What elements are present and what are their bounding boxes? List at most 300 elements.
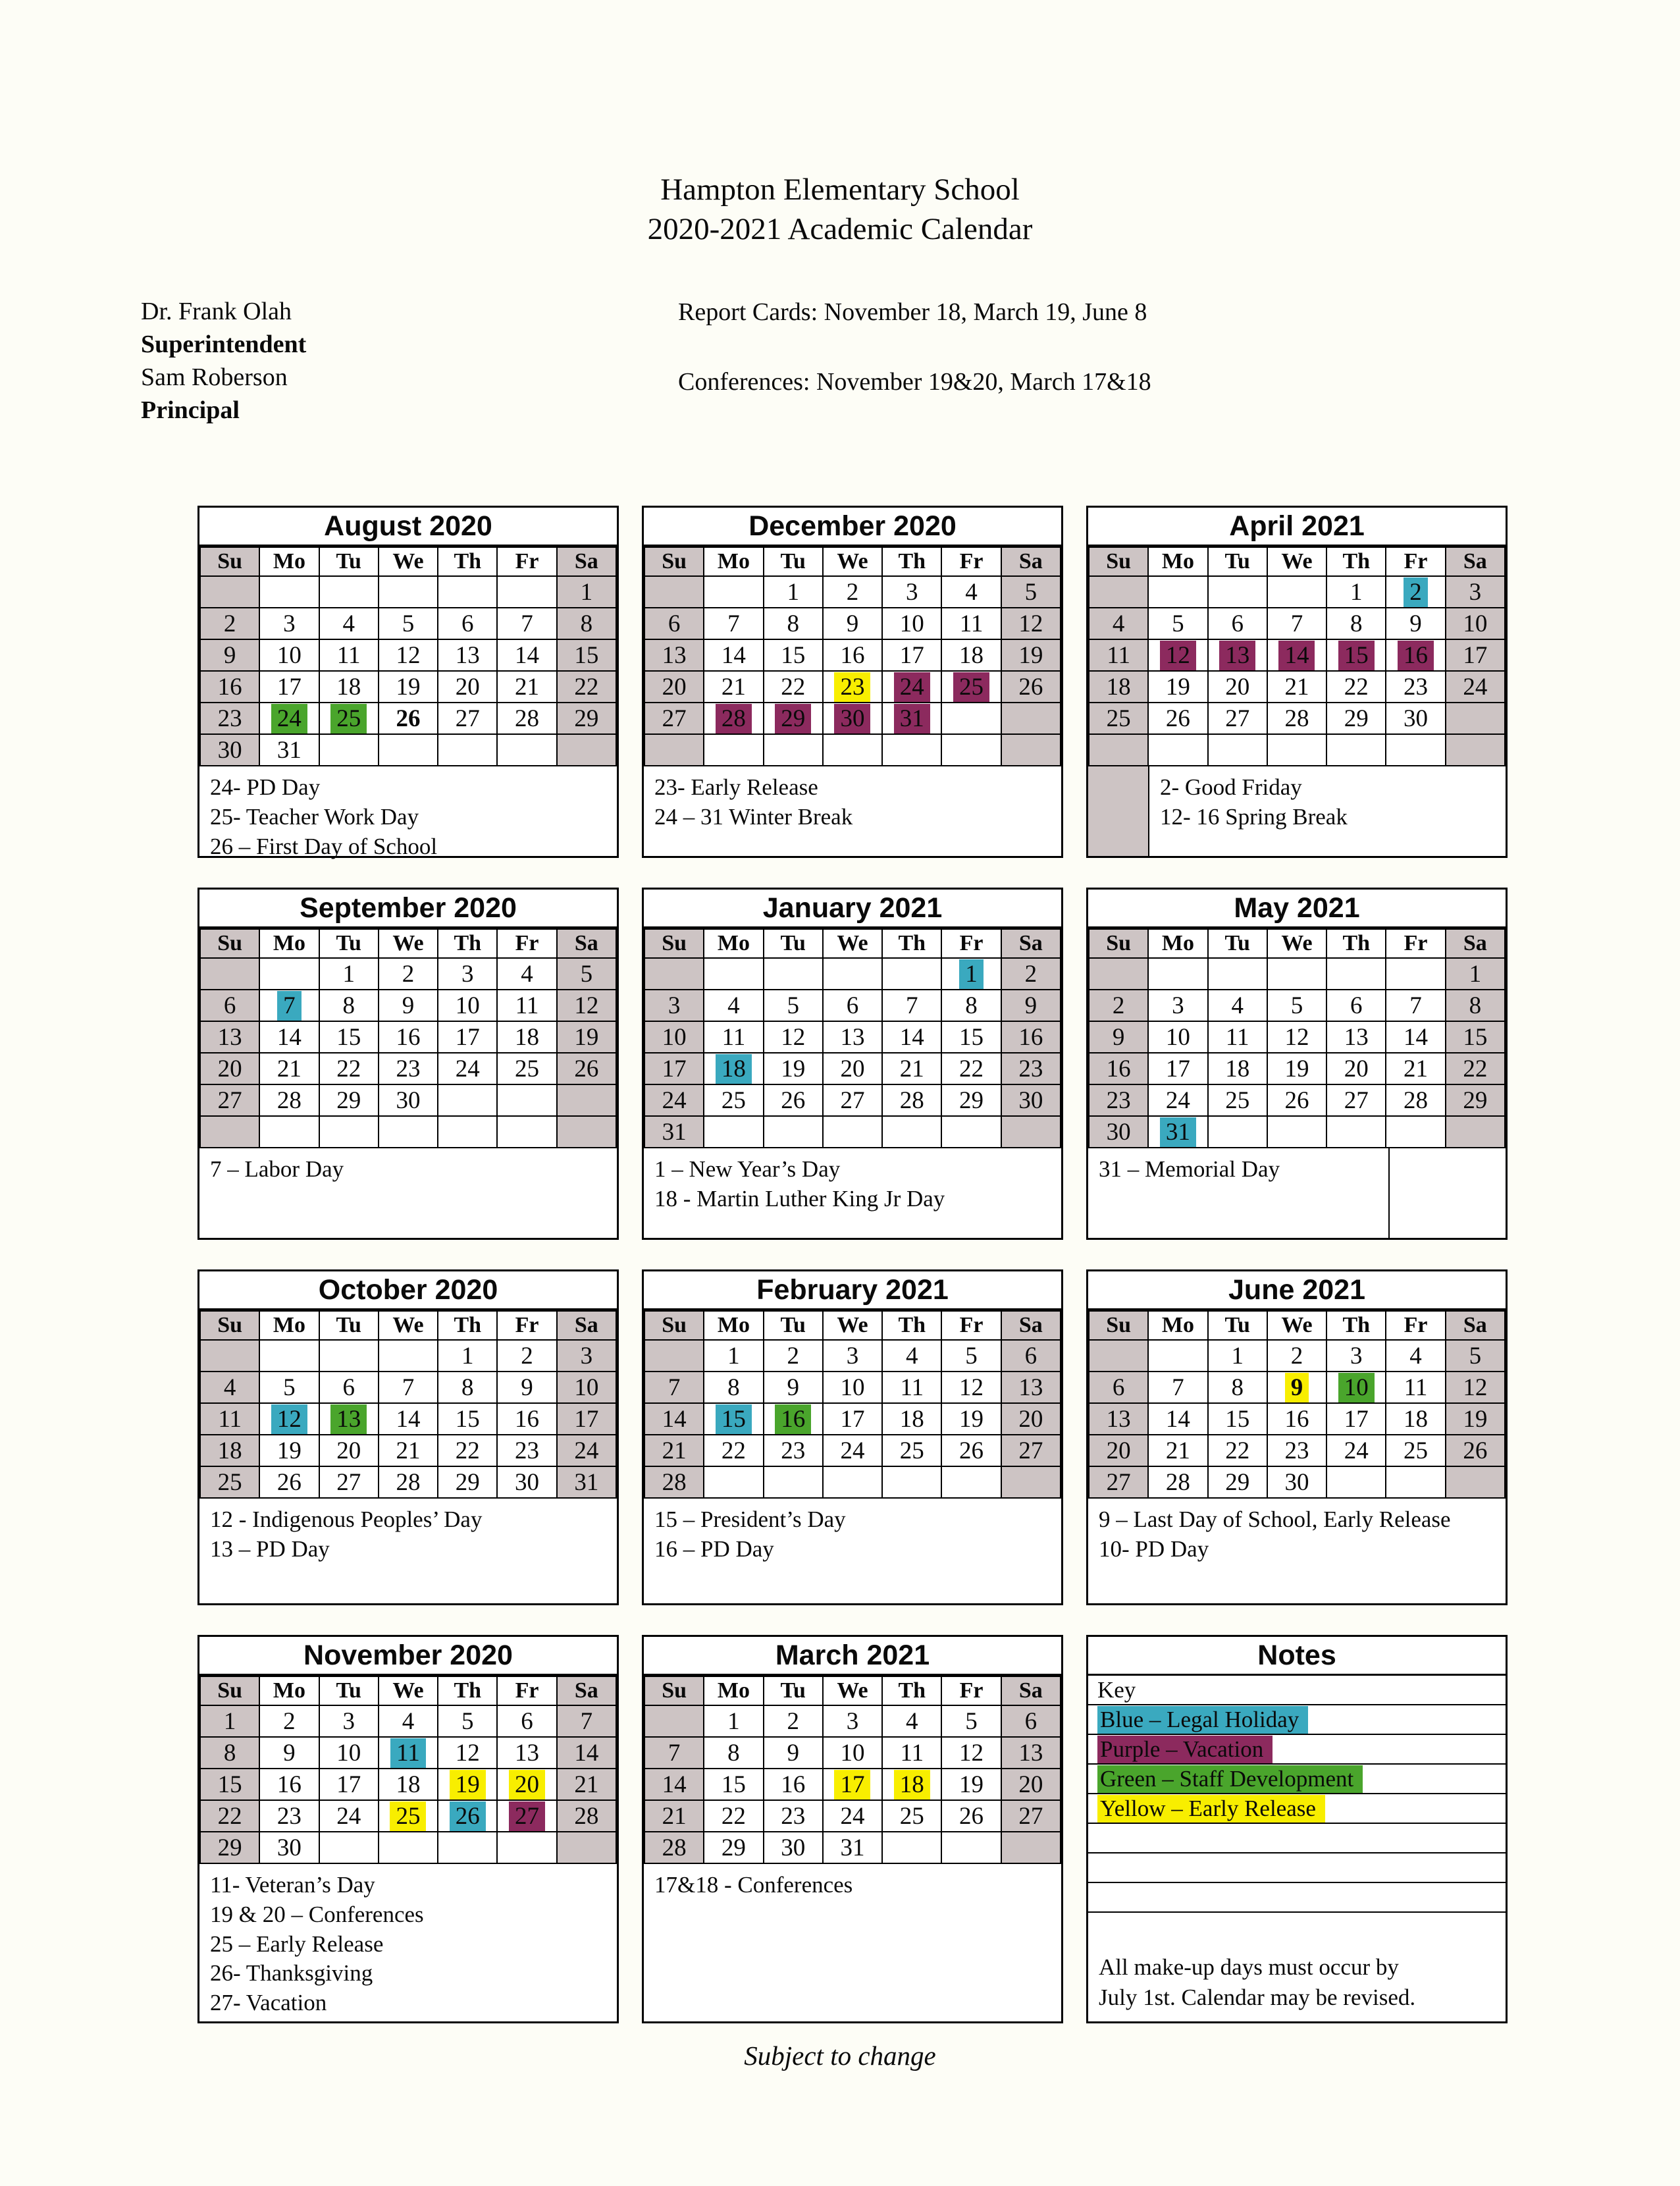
day-number: 26: [276, 1468, 302, 1496]
day-number: 8: [461, 1373, 474, 1401]
day-number: 2: [402, 960, 415, 988]
day-cell: [1001, 1021, 1061, 1053]
day-number: 8: [965, 992, 978, 1019]
day-cell: [941, 703, 1001, 734]
day-number: 7: [1290, 610, 1303, 637]
day-header-su: Su: [1089, 1311, 1148, 1340]
notes-footer-text: [1099, 1952, 1415, 2012]
day-cell: [941, 1021, 1001, 1053]
week-row: [200, 1372, 616, 1403]
day-number: 11: [900, 1373, 924, 1401]
day-cell: [1386, 734, 1445, 766]
day-number: 15: [455, 1405, 480, 1433]
day-cell: [823, 1832, 882, 1863]
principal-name: Sam Roberson: [141, 363, 288, 392]
highlighted-day: 16: [1398, 641, 1434, 670]
day-number: 5: [1172, 610, 1184, 637]
day-number: 26: [959, 1802, 984, 1830]
day-header-sa: Sa: [1001, 929, 1061, 958]
day-number: 5: [1469, 1342, 1482, 1370]
day-cell: [1446, 576, 1505, 608]
day-cell: [1326, 1435, 1386, 1466]
month-notes-area: [644, 766, 1061, 856]
week-row: [644, 1832, 1061, 1863]
day-number: 1: [1350, 578, 1363, 606]
month-notes-area: [1088, 1148, 1506, 1238]
day-cell: [764, 1832, 823, 1863]
highlighted-day: 1: [959, 959, 984, 989]
day-number: 27: [1106, 1468, 1131, 1496]
day-number: 12: [455, 1739, 480, 1767]
day-cell: [764, 1053, 823, 1084]
day-cell: [379, 1053, 438, 1084]
day-cell: [644, 1021, 704, 1053]
day-number: 30: [515, 1468, 540, 1496]
day-number: 9: [521, 1373, 533, 1401]
day-cell: [379, 1737, 438, 1769]
day-cell: [644, 990, 704, 1021]
day-number: 20: [455, 673, 480, 701]
day-number: 6: [668, 610, 681, 637]
day-number: 19: [1284, 1055, 1309, 1082]
month-title: October 2020: [199, 1271, 617, 1310]
note-line: 12 - Indigenous Peoples’ Day: [210, 1506, 483, 1532]
legend-empty-row: [1088, 1883, 1506, 1913]
day-cell: [704, 1116, 763, 1148]
day-number: 26: [1463, 1437, 1488, 1464]
day-number: 2: [1290, 1342, 1303, 1370]
week-row: [200, 1466, 616, 1498]
day-cell: [1001, 576, 1061, 608]
day-cell: [200, 1116, 259, 1148]
day-cell: [438, 1084, 497, 1116]
month-table: [1088, 546, 1506, 766]
day-number: 14: [721, 641, 746, 669]
day-cell: [1386, 1340, 1445, 1372]
month-notes: [199, 1148, 617, 1238]
week-row: [644, 734, 1061, 766]
day-cell: [1267, 958, 1326, 990]
legend-item-blue: [1088, 1705, 1506, 1735]
day-cell: [497, 1116, 556, 1148]
week-row: [644, 608, 1061, 639]
month-table: [644, 928, 1061, 1148]
day-number: 13: [662, 641, 687, 669]
day-cell: [704, 1021, 763, 1053]
day-cell: [497, 1403, 556, 1435]
day-cell: [1208, 1435, 1267, 1466]
day-number: 27: [217, 1086, 242, 1114]
day-cell: [1326, 1372, 1386, 1403]
calendar-november-2020: [197, 1635, 619, 2023]
day-cell: [1267, 1435, 1326, 1466]
day-cell: [259, 1403, 319, 1435]
highlighted-day: 28: [716, 704, 752, 733]
day-header-tu: Tu: [1208, 1311, 1267, 1340]
day-number: 3: [1469, 578, 1482, 606]
month-title: February 2021: [644, 1271, 1061, 1310]
day-cell: [319, 703, 379, 734]
highlighted-day: 18: [894, 1770, 930, 1799]
week-row: [1089, 576, 1505, 608]
day-number: 21: [662, 1437, 687, 1464]
principal-title: Principal: [141, 396, 240, 425]
day-cell: [882, 1340, 941, 1372]
highlighted-day: 13: [330, 1404, 367, 1434]
month-notes: [644, 1148, 1061, 1238]
day-cell: [497, 1737, 556, 1769]
day-cell: [557, 1769, 616, 1800]
day-cell: [438, 1435, 497, 1466]
day-number: 4: [342, 610, 355, 637]
day-number: 21: [396, 1437, 421, 1464]
day-number: 4: [1112, 610, 1125, 637]
day-number: 14: [662, 1771, 687, 1798]
day-cell: [882, 958, 941, 990]
day-cell: [764, 1466, 823, 1498]
day-cell: [259, 1832, 319, 1863]
note-line: 17&18 - Conferences: [654, 1872, 853, 1898]
day-cell: [1208, 639, 1267, 671]
day-cell: [497, 1705, 556, 1737]
day-header-tu: Tu: [319, 929, 379, 958]
day-cell: [1089, 958, 1148, 990]
day-number: 25: [1404, 1437, 1429, 1464]
day-number: 3: [1172, 992, 1184, 1019]
day-cell: [1386, 1372, 1445, 1403]
week-row: [200, 1340, 616, 1372]
week-row: [644, 1403, 1061, 1435]
day-cell: [1089, 1053, 1148, 1084]
day-cell: [200, 608, 259, 639]
day-number: 1: [580, 578, 593, 606]
day-cell: [1326, 1403, 1386, 1435]
day-number: 28: [396, 1468, 421, 1496]
day-cell: [764, 576, 823, 608]
day-header-fr: Fr: [1386, 1311, 1445, 1340]
day-cell: [1208, 734, 1267, 766]
day-number: 18: [1106, 673, 1131, 701]
day-header-we: We: [379, 1676, 438, 1705]
day-cell: [1267, 576, 1326, 608]
highlighted-day: 23: [834, 672, 870, 702]
day-cell: [1208, 1340, 1267, 1372]
day-number: 15: [336, 1023, 361, 1051]
month-title: August 2020: [199, 508, 617, 546]
day-cell: [704, 1737, 763, 1769]
week-row: [1089, 1021, 1505, 1053]
day-cell: [941, 1403, 1001, 1435]
day-cell: [200, 1737, 259, 1769]
week-row: [200, 1403, 616, 1435]
day-header-we: We: [1267, 929, 1326, 958]
day-cell: [1267, 1053, 1326, 1084]
day-header-th: Th: [882, 929, 941, 958]
day-cell: [259, 990, 319, 1021]
day-cell: [497, 1340, 556, 1372]
day-cell: [1446, 990, 1505, 1021]
legend-swatch-yellow: Yellow – Early Release: [1097, 1795, 1325, 1823]
day-number: 23: [781, 1802, 806, 1830]
day-cell: [941, 671, 1001, 703]
day-cell: [497, 639, 556, 671]
day-header-fr: Fr: [941, 547, 1001, 576]
day-cell: [823, 639, 882, 671]
note-line: 27- Vacation: [210, 1990, 327, 2016]
day-number: 8: [223, 1739, 236, 1767]
day-cell: [438, 1832, 497, 1863]
day-number: 14: [662, 1405, 687, 1433]
day-cell: [319, 1021, 379, 1053]
day-cell: [379, 734, 438, 766]
day-number: 30: [1106, 1118, 1131, 1146]
highlighted-day: 24: [894, 672, 930, 702]
day-cell: [379, 1084, 438, 1116]
highlighted-day: 30: [834, 704, 870, 733]
month-notes: [1088, 1148, 1388, 1238]
day-cell: [319, 576, 379, 608]
day-cell: [764, 1435, 823, 1466]
legend-empty-row: [1088, 1853, 1506, 1883]
day-cell: [259, 958, 319, 990]
notes-footer-line: July 1st. Calendar may be revised.: [1099, 1984, 1416, 2010]
day-number: 11: [900, 1739, 924, 1767]
month-table: [1088, 1310, 1506, 1499]
week-row: [200, 1800, 616, 1832]
day-number: 29: [1225, 1468, 1250, 1496]
week-row: [200, 639, 616, 671]
day-cell: [557, 1435, 616, 1466]
day-cell: [704, 990, 763, 1021]
day-header-mo: Mo: [704, 1311, 763, 1340]
day-cell: [438, 1737, 497, 1769]
day-cell: [1001, 1466, 1061, 1498]
month-table: [644, 1676, 1061, 1864]
day-cell: [557, 990, 616, 1021]
day-number: 29: [1463, 1086, 1488, 1114]
day-number: 6: [461, 610, 474, 637]
day-number: 16: [840, 641, 865, 669]
week-row: [1089, 734, 1505, 766]
day-cell: [1267, 703, 1326, 734]
day-cell: [438, 734, 497, 766]
day-number: 15: [781, 641, 806, 669]
day-cell: [259, 1021, 319, 1053]
day-number: 4: [1409, 1342, 1422, 1370]
day-number: 10: [455, 992, 480, 1019]
day-number: 15: [574, 641, 599, 669]
day-number: 10: [336, 1739, 361, 1767]
day-cell: [1208, 576, 1267, 608]
day-number: 7: [580, 1707, 593, 1735]
page-title-line2: 2020-2021 Academic Calendar: [647, 212, 1033, 247]
day-cell: [379, 671, 438, 703]
notes-box-title: Notes: [1088, 1637, 1506, 1676]
day-cell: [497, 1466, 556, 1498]
day-number: 3: [283, 610, 296, 637]
day-header-tu: Tu: [319, 1676, 379, 1705]
day-cell: [1089, 703, 1148, 734]
day-number: 17: [1463, 641, 1488, 669]
week-row: [644, 639, 1061, 671]
day-cell: [379, 1832, 438, 1863]
day-cell: [438, 1116, 497, 1148]
day-number: 16: [217, 673, 242, 701]
day-cell: [438, 1053, 497, 1084]
day-cell: [1386, 639, 1445, 671]
day-number: 10: [899, 610, 924, 637]
day-cell: [200, 958, 259, 990]
day-number: 6: [1112, 1373, 1125, 1401]
day-cell: [557, 1800, 616, 1832]
day-number: 13: [217, 1023, 242, 1051]
month-table: [199, 928, 617, 1148]
day-header-sa: Sa: [557, 1676, 616, 1705]
day-cell: [438, 576, 497, 608]
day-cell: [379, 958, 438, 990]
day-cell: [1267, 734, 1326, 766]
day-cell: [1089, 1403, 1148, 1435]
day-header-fr: Fr: [497, 929, 556, 958]
day-cell: [438, 1466, 497, 1498]
day-cell: [882, 1084, 941, 1116]
day-number: 7: [521, 610, 533, 637]
day-cell: [823, 1372, 882, 1403]
day-number: 30: [1284, 1468, 1309, 1496]
day-header-mo: Mo: [259, 929, 319, 958]
day-cell: [1386, 608, 1445, 639]
day-number: 19: [959, 1771, 984, 1798]
day-cell: [1208, 1084, 1267, 1116]
day-header-su: Su: [200, 547, 259, 576]
day-header-fr: Fr: [941, 1311, 1001, 1340]
day-cell: [1446, 1466, 1505, 1498]
day-number: 5: [787, 992, 799, 1019]
day-header-su: Su: [644, 1311, 704, 1340]
day-cell: [644, 703, 704, 734]
day-cell: [941, 1800, 1001, 1832]
day-cell: [1386, 576, 1445, 608]
day-cell: [319, 1737, 379, 1769]
day-number: 12: [959, 1739, 984, 1767]
day-number: 3: [906, 578, 918, 606]
week-row: [200, 703, 616, 734]
day-number: 20: [1018, 1771, 1043, 1798]
note-line: 31 – Memorial Day: [1099, 1156, 1280, 1182]
day-cell: [438, 703, 497, 734]
day-number: 28: [899, 1086, 924, 1114]
day-cell: [704, 1832, 763, 1863]
day-number: 30: [396, 1086, 421, 1114]
day-number: 23: [276, 1802, 302, 1830]
day-header-th: Th: [438, 929, 497, 958]
day-number: 21: [574, 1771, 599, 1798]
day-header-fr: Fr: [497, 547, 556, 576]
day-cell: [259, 1435, 319, 1466]
highlighted-day: 19: [450, 1770, 486, 1799]
week-row: [200, 1084, 616, 1116]
day-cell: [438, 1021, 497, 1053]
week-row: [644, 958, 1061, 990]
note-line: 25 – Early Release: [210, 1931, 384, 1957]
day-number: 21: [899, 1055, 924, 1082]
day-cell: [764, 608, 823, 639]
day-number: 22: [781, 673, 806, 701]
day-number: 23: [396, 1055, 421, 1082]
week-row: [200, 1021, 616, 1053]
day-cell: [941, 958, 1001, 990]
conferences-line: Conferences: November 19&20, March 17&18: [678, 368, 1151, 396]
day-number: 29: [574, 705, 599, 732]
day-number: 9: [787, 1373, 799, 1401]
day-cell: [1001, 1769, 1061, 1800]
day-cell: [1208, 1466, 1267, 1498]
day-number: 2: [521, 1342, 533, 1370]
day-number: 22: [721, 1437, 746, 1464]
day-cell: [1208, 608, 1267, 639]
legend-swatch-blue: Blue – Legal Holiday: [1097, 1706, 1308, 1734]
day-cell: [200, 671, 259, 703]
day-number: 28: [1165, 1468, 1190, 1496]
note-line: 13 – PD Day: [210, 1535, 330, 1562]
day-cell: [1148, 1084, 1207, 1116]
day-cell: [882, 1705, 941, 1737]
highlighted-day: 20: [509, 1770, 545, 1799]
day-number: 17: [336, 1771, 361, 1798]
day-number: 7: [402, 1373, 415, 1401]
day-number: 21: [1165, 1437, 1190, 1464]
day-cell: [438, 990, 497, 1021]
day-cell: [1267, 671, 1326, 703]
week-row: [644, 576, 1061, 608]
day-cell: [438, 1340, 497, 1372]
day-cell: [823, 1769, 882, 1800]
month-title: November 2020: [199, 1637, 617, 1676]
day-cell: [259, 1466, 319, 1498]
day-number: 11: [1107, 641, 1130, 669]
day-cell: [319, 1800, 379, 1832]
day-number: 15: [721, 1771, 746, 1798]
day-number: 23: [781, 1437, 806, 1464]
day-cell: [764, 1403, 823, 1435]
day-number: 7: [1172, 1373, 1184, 1401]
day-number: 24: [455, 1055, 480, 1082]
calendar-december-2020: [642, 506, 1063, 858]
day-cell: [200, 734, 259, 766]
highlighted-day: 25: [390, 1801, 426, 1831]
day-number: 16: [1284, 1405, 1309, 1433]
day-header-su: Su: [644, 1676, 704, 1705]
day-cell: [1148, 1466, 1207, 1498]
day-cell: [200, 576, 259, 608]
day-number: 1: [342, 960, 355, 988]
day-header-sa: Sa: [1001, 1676, 1061, 1705]
day-cell: [557, 1084, 616, 1116]
day-number: 28: [1404, 1086, 1429, 1114]
report-cards-line: Report Cards: November 18, March 19, June 8: [678, 298, 1147, 326]
week-row: [200, 1832, 616, 1863]
week-row: [644, 1769, 1061, 1800]
day-cell: [379, 1800, 438, 1832]
day-cell: [1326, 1021, 1386, 1053]
day-header-fr: Fr: [1386, 547, 1445, 576]
day-cell: [644, 1466, 704, 1498]
day-header-mo: Mo: [704, 929, 763, 958]
day-cell: [764, 1116, 823, 1148]
day-cell: [941, 608, 1001, 639]
day-cell: [704, 608, 763, 639]
day-cell: [259, 734, 319, 766]
